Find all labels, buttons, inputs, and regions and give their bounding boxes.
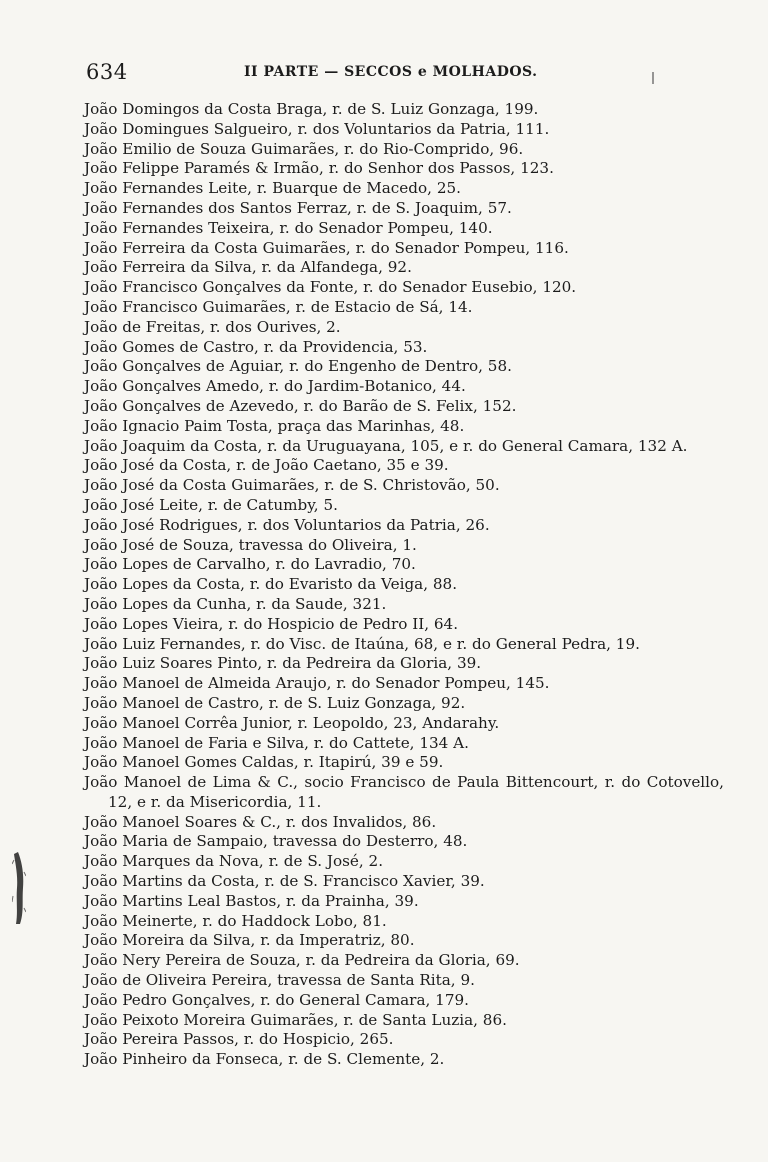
directory-entry: João Lopes da Costa, r. do Evaristo da Veiga, 88.	[84, 575, 458, 594]
directory-entry: João Francisco Guimarães, r. de Estacio de Sá, 14.	[84, 297, 473, 316]
directory-entry: João Martins da Costa, r. de S. Francisco Xavier, 39.	[84, 872, 485, 891]
page-number: 634	[86, 60, 128, 84]
directory-entry: João Fernandes Leite, r. Buarque de Macedo, 25.	[84, 179, 461, 198]
directory-entry: João Ferreira da Costa Guimarães, r. do Senador Pompeu, 116.	[84, 238, 569, 257]
directory-entry: João Peixoto Moreira Guimarães, r. de Santa Luzia, 86.	[84, 1010, 507, 1029]
directory-entry: João Manoel de Almeida Araujo, r. do Senador Pompeu, 145.	[84, 674, 550, 693]
directory-entry: João Gomes de Castro, r. da Providencia, 53.	[84, 337, 428, 356]
directory-entry: João Nery Pereira de Souza, r. da Pedreira da Gloria, 69.	[84, 951, 520, 970]
directory-entry: João Ferreira da Silva, r. da Alfandega, 92.	[84, 258, 412, 277]
directory-entry: João Pereira Passos, r. do Hospicio, 265.	[84, 1030, 394, 1049]
directory-entry: João Marques da Nova, r. de S. José, 2.	[84, 852, 384, 871]
directory-entry: João Fernandes dos Santos Ferraz, r. de S. Joaquim, 57.	[84, 198, 512, 217]
directory-entry: João Meinerte, r. do Haddock Lobo, 81.	[84, 911, 387, 930]
directory-list	[84, 100, 724, 1070]
directory-entry: João Ignacio Paim Tosta, praça das Marinhas, 48.	[84, 416, 465, 435]
directory-entry: João Gonçalves de Aguiar, r. do Engenho de Dentro, 58.	[84, 357, 512, 376]
directory-entry: João Emilio de Souza Guimarães, r. do Rio-Comprido, 96.	[84, 139, 524, 158]
directory-entry: João Manoel Soares & C., r. dos Invalidos, 86.	[84, 812, 437, 831]
directory-entry: João Felippe Paramés & Irmão, r. do Senhor dos Passos, 123.	[84, 159, 554, 178]
directory-entry: João Martins Leal Bastos, r. da Prainha, 39.	[84, 891, 419, 910]
directory-entry: João de Oliveira Pereira, travessa de Santa Rita, 9.	[84, 971, 475, 990]
directory-entry: João Lopes Vieira, r. do Hospicio de Pedro II, 64.	[84, 614, 459, 633]
directory-entry: João Moreira da Silva, r. da Imperatriz, 80.	[84, 931, 415, 950]
directory-entry: João José da Costa Guimarães, r. de S. Christovão, 50.	[84, 476, 500, 495]
margin-ink-mark	[12, 852, 26, 924]
directory-entry: João Manoel de Lima & C., socio Francisco de Paula Bittencourt, r. do Cotovello, 12, e r. da Misericordia, 11.	[84, 773, 724, 811]
directory-entry: João Fernandes Teixeira, r. do Senador Pompeu, 140.	[84, 218, 493, 237]
directory-entry: João Manoel Corrêa Junior, r. Leopoldo, 23, Andarahy.	[84, 713, 500, 732]
directory-entry: João Domingos da Costa Braga, r. de S. Luiz Gonzaga, 199.	[84, 100, 539, 118]
directory-entry: João José da Costa, r. de João Caetano, 35 e 39.	[84, 456, 449, 475]
page-header	[86, 60, 646, 86]
directory-entry: João Manoel Gomes Caldas, r. Itapirú, 39 e 59.	[84, 753, 444, 772]
directory-entry: João Gonçalves Amedo, r. do Jardim-Botanico, 44.	[84, 377, 466, 396]
directory-entry: João Luiz Fernandes, r. do Visc. de Itaúna, 68, e r. do General Pedra, 19.	[84, 634, 640, 653]
running-head: II PARTE — SECCOS e MOLHADOS.	[244, 64, 538, 80]
directory-entry: João Luiz Soares Pinto, r. da Pedreira da Gloria, 39.	[84, 654, 482, 673]
directory-entry: João Gonçalves de Azevedo, r. do Barão de S. Felix, 152.	[84, 396, 517, 415]
directory-entry: João Francisco Gonçalves da Fonte, r. do Senador Eusebio, 120.	[84, 278, 577, 297]
directory-entry: João José Rodrigues, r. dos Voluntarios da Patria, 26.	[84, 515, 490, 534]
directory-entry: João José de Souza, travessa do Oliveira, 1.	[84, 535, 417, 554]
directory-entry: João José Leite, r. de Catumby, 5.	[84, 495, 338, 514]
directory-entry: João Lopes da Cunha, r. da Saude, 321.	[84, 594, 387, 613]
directory-entry: João Pedro Gonçalves, r. do General Camara, 179.	[84, 990, 469, 1009]
directory-entry: João Domingues Salgueiro, r. dos Voluntarios da Patria, 111.	[84, 119, 550, 138]
directory-entry: João Maria de Sampaio, travessa do Desterro, 48.	[84, 832, 468, 851]
directory-entry: João Joaquim da Costa, r. da Uruguayana, 105, e r. do General Camara, 132 A.	[84, 436, 688, 455]
directory-entry: João Lopes de Carvalho, r. do Lavradio, 70.	[84, 555, 416, 574]
directory-entry: João Manoel de Faria e Silva, r. do Cattete, 134 A.	[84, 733, 469, 752]
directory-entry: João Pinheiro da Fonseca, r. de S. Clemente, 2.	[84, 1050, 445, 1069]
directory-entry: João de Freitas, r. dos Ourives, 2.	[84, 317, 341, 336]
directory-entry: João Manoel de Castro, r. de S. Luiz Gonzaga, 92.	[84, 693, 466, 712]
margin-tick-mark	[652, 72, 654, 84]
